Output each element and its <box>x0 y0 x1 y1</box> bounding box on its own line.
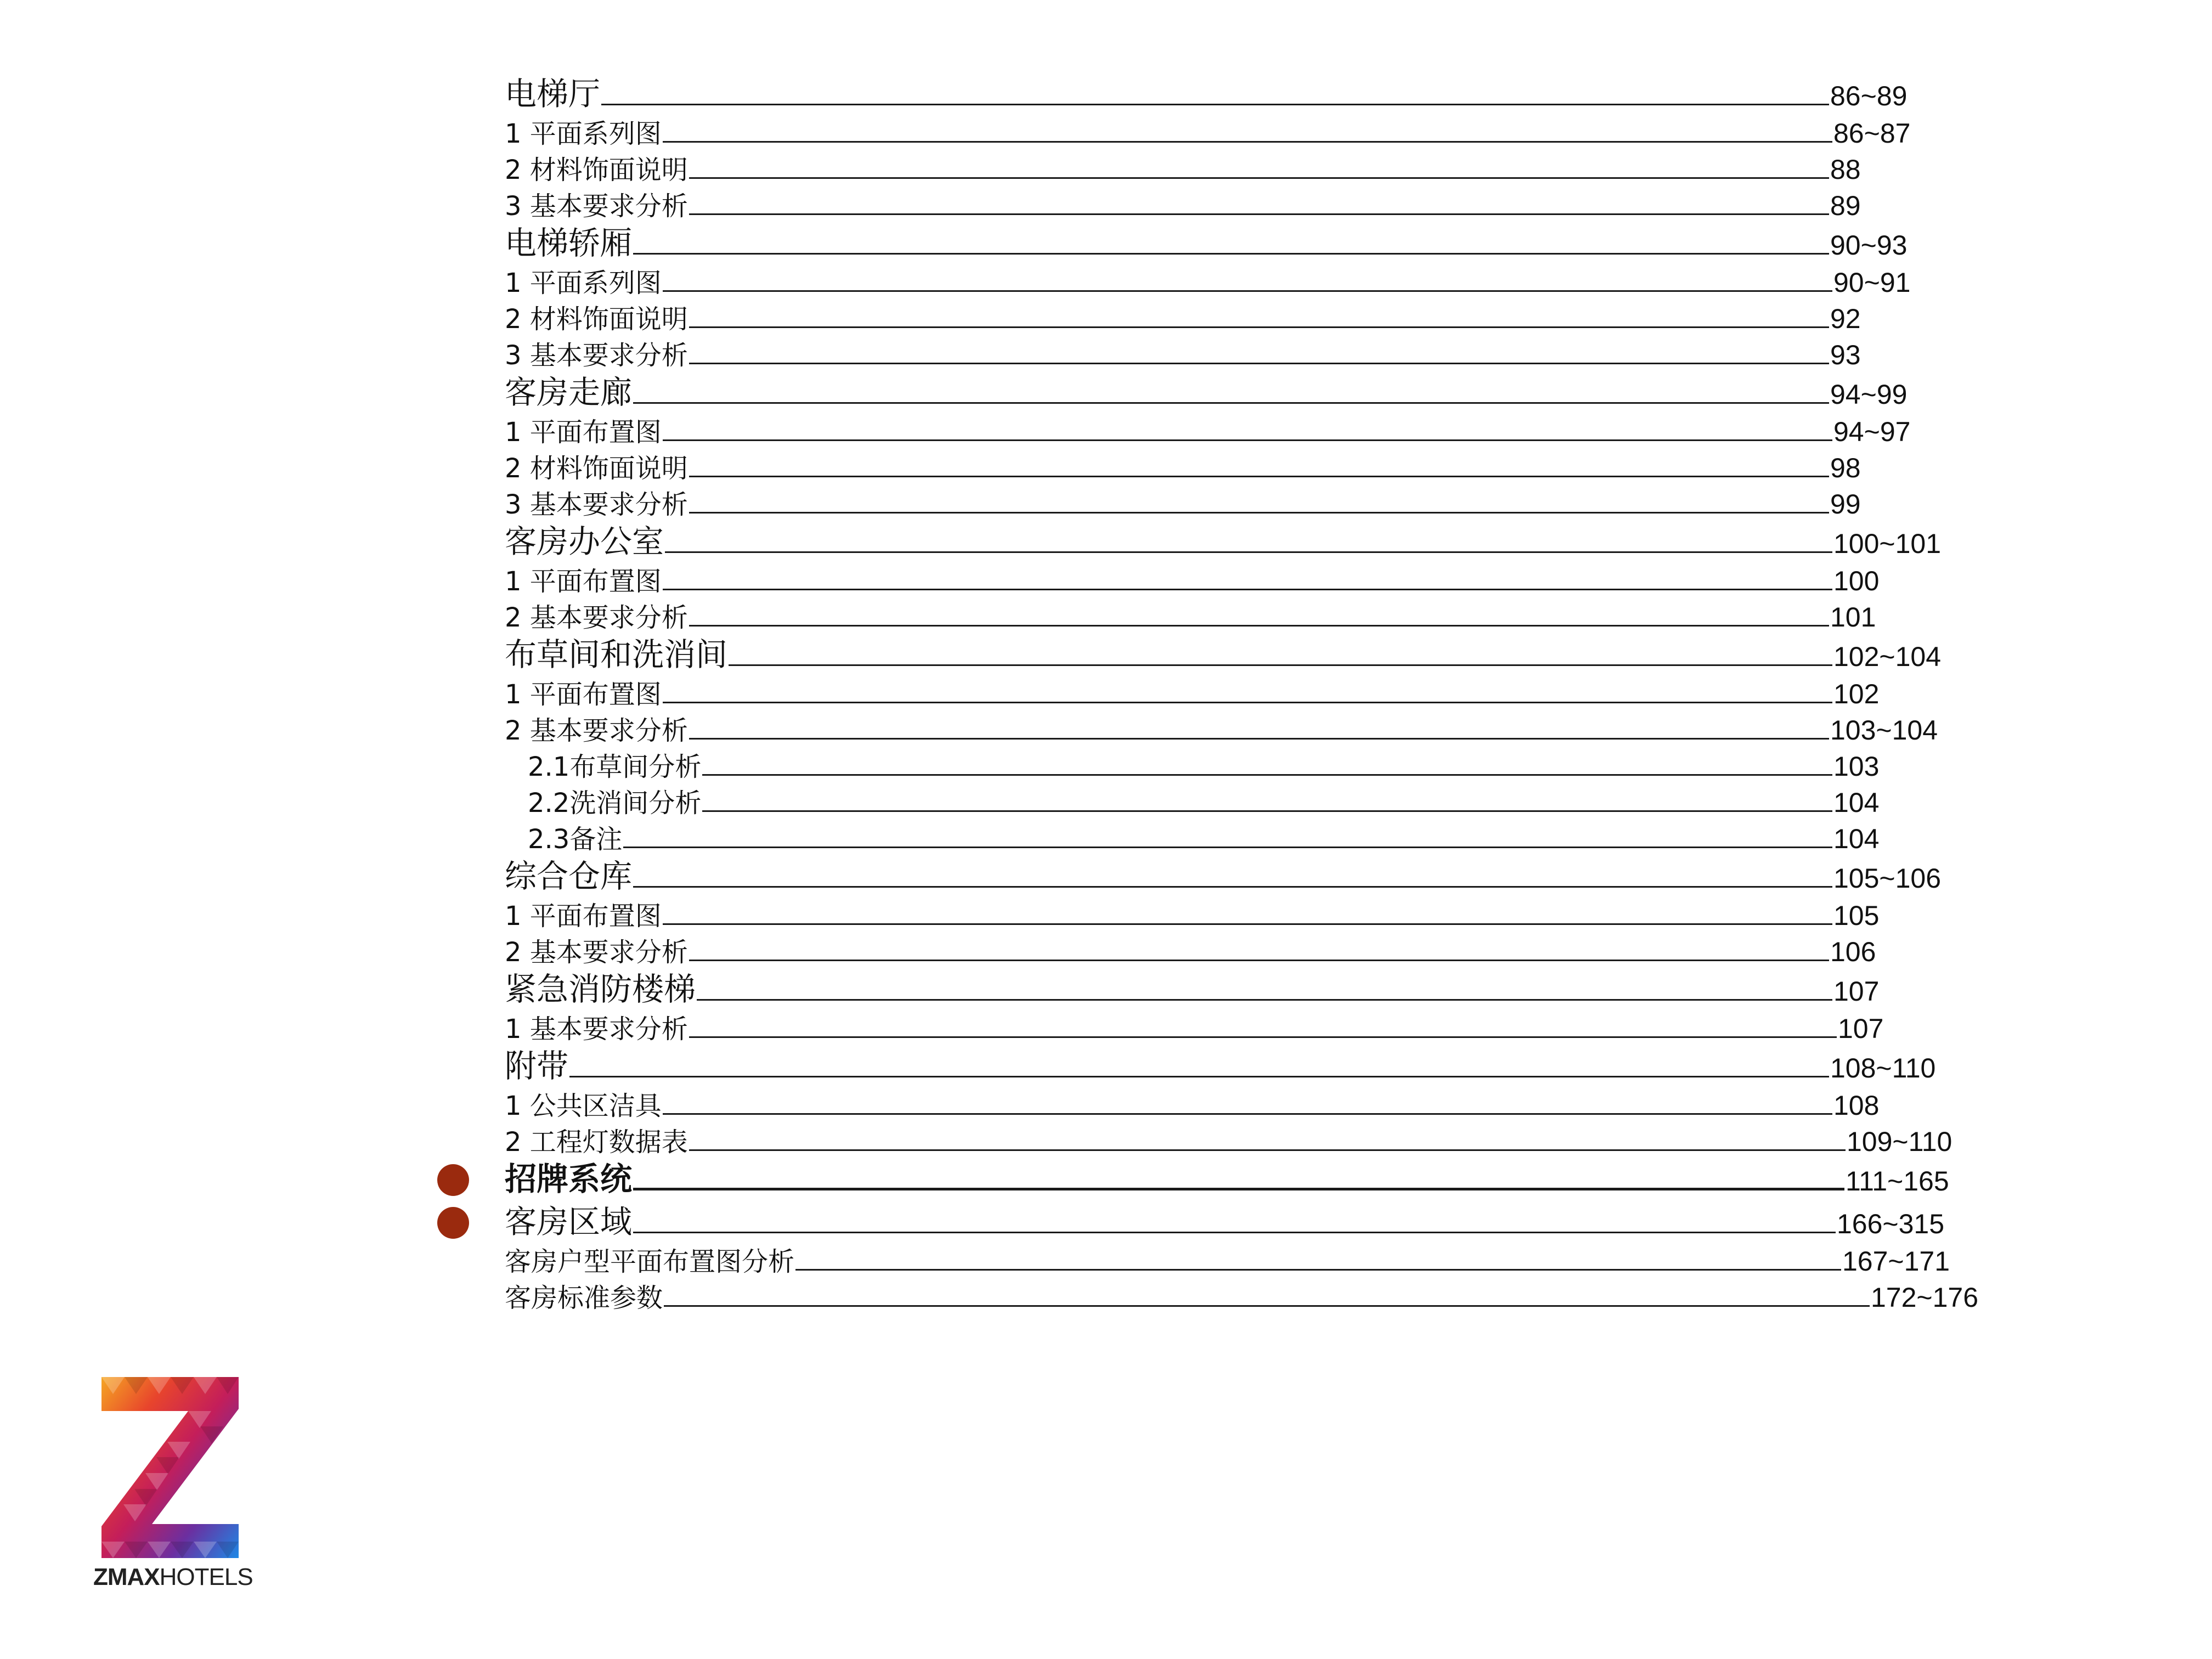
toc-entry-page: 88 <box>1830 154 1861 185</box>
toc-entry-label: 客房走廊 <box>505 374 633 411</box>
toc-leader-line <box>663 439 1832 441</box>
toc-entry[interactable] <box>505 336 2030 371</box>
toc-entry-label: 1 平面布置图 <box>505 566 662 597</box>
toc-entry-label: 1 平面系列图 <box>505 268 662 298</box>
toc-leader-line <box>689 625 1829 627</box>
toc-entry[interactable] <box>505 1122 2030 1158</box>
toc-entry-label: 3 基本要求分析 <box>505 191 688 222</box>
toc-entry-page: 104 <box>1833 823 1880 854</box>
toc-entry-label: 2 材料饰面说明 <box>505 155 688 185</box>
toc-leader-line <box>569 1076 1829 1077</box>
toc-entry[interactable] <box>505 1242 2030 1277</box>
toc-entry-label: 1 平面布置图 <box>505 901 662 932</box>
toc-entry-label: 布草间和洗消间 <box>505 636 728 673</box>
toc-entry-label: 招牌系统 <box>505 1160 633 1198</box>
toc-entry-label: 电梯厅 <box>505 75 601 112</box>
toc-entry-label: 紧急消防楼梯 <box>505 970 696 1008</box>
toc-entry[interactable] <box>505 77 2030 112</box>
toc-entry[interactable] <box>505 896 2030 932</box>
toc-entry-page: 167~171 <box>1842 1246 1950 1277</box>
toc-entry-label: 客房区域 <box>505 1203 633 1240</box>
toc-leader-line <box>702 774 1832 776</box>
toc-entry-label: 2.3备注 <box>528 824 623 855</box>
toc-entry-page: 103 <box>1833 751 1880 782</box>
toc-entry[interactable] <box>505 226 2030 261</box>
toc-entry-label: 1 公共区洁具 <box>505 1091 662 1121</box>
toc-leader-line <box>623 847 1832 848</box>
toc-entry[interactable] <box>505 859 2030 894</box>
toc-entry-label: 附带 <box>505 1047 569 1085</box>
toc-leader-line <box>633 1188 1844 1190</box>
toc-leader-line <box>689 1149 1846 1151</box>
toc-entry-page: 108 <box>1833 1090 1880 1121</box>
toc-leader-line <box>689 960 1829 961</box>
toc-entry[interactable] <box>505 972 2030 1007</box>
toc-leader-line <box>601 104 1829 105</box>
toc-leader-line <box>633 402 1829 404</box>
toc-entry-label: 3 基本要求分析 <box>505 489 688 520</box>
toc-entry[interactable] <box>505 187 2030 222</box>
toc-entry-page: 100 <box>1833 566 1880 596</box>
toc-entry-page: 89 <box>1830 190 1861 221</box>
toc-leader-line <box>689 1036 1837 1038</box>
toc-leader-line <box>689 512 1829 514</box>
toc-entry-page: 98 <box>1830 453 1861 483</box>
toc-entry[interactable] <box>505 375 2030 410</box>
toc-entry-label: 1 平面布置图 <box>505 417 662 448</box>
toc-entry-page: 109~110 <box>1847 1126 1953 1157</box>
toc-entry[interactable] <box>528 783 2030 819</box>
toc-entry-page: 92 <box>1830 303 1861 334</box>
toc-entry[interactable] <box>505 637 2030 673</box>
toc-leader-line <box>633 1232 1836 1233</box>
toc-leader-line <box>663 290 1832 292</box>
brand-name: ZMAXHOTELS <box>93 1564 253 1590</box>
toc-entry-page: 100~101 <box>1833 528 1942 559</box>
toc-entry-page: 107 <box>1833 976 1880 1007</box>
toc-entry-label: 2 基本要求分析 <box>505 715 688 746</box>
toc-entry-page: 90~93 <box>1830 230 1908 261</box>
toc-entry-page: 102~104 <box>1833 641 1942 672</box>
toc-entry[interactable] <box>505 263 2030 298</box>
toc-entry-page: 108~110 <box>1830 1053 1936 1084</box>
toc-leader-line <box>689 326 1829 328</box>
toc-entry-label: 2 材料饰面说明 <box>505 453 688 484</box>
toc-entry-page: 172~176 <box>1871 1282 1979 1313</box>
toc-leader-line <box>689 213 1829 215</box>
toc-leader-line <box>702 810 1832 812</box>
toc-leader-line <box>689 738 1829 740</box>
toc-leader-line <box>663 141 1832 143</box>
toc-leader-line <box>689 177 1829 179</box>
toc-leader-line <box>689 476 1829 477</box>
toc-leader-line <box>663 923 1832 925</box>
toc-entry-label: 客房户型平面布置图分析 <box>505 1246 795 1277</box>
toc-entry-page: 99 <box>1830 489 1861 520</box>
section-bullet <box>437 1207 469 1239</box>
toc-entry[interactable] <box>505 1162 2030 1197</box>
toc-entry-page: 101 <box>1830 602 1876 633</box>
toc-entry[interactable] <box>505 598 2030 633</box>
toc-entry-label: 1 平面系列图 <box>505 119 662 149</box>
z-triangle-mosaic-icon <box>101 1377 239 1558</box>
toc-entry[interactable] <box>505 449 2030 484</box>
toc-leader-line <box>663 702 1832 703</box>
toc-leader-line <box>689 363 1829 364</box>
toc-entry-label: 2 材料饰面说明 <box>505 304 688 335</box>
toc-entry[interactable] <box>505 675 2030 710</box>
toc-entry-label: 1 平面布置图 <box>505 679 662 710</box>
toc-entry-label: 2.2洗消间分析 <box>528 788 702 819</box>
toc-entry-page: 106 <box>1830 936 1876 967</box>
toc-entry-page: 90~91 <box>1833 267 1911 298</box>
toc-entry[interactable] <box>505 711 2030 746</box>
toc-leader-line <box>633 253 1829 255</box>
toc-entry-label: 客房标准参数 <box>505 1283 663 1313</box>
toc-leader-line <box>664 1305 1870 1307</box>
toc-entry[interactable] <box>505 1009 2030 1045</box>
toc-entry-page: 93 <box>1830 340 1861 370</box>
toc-entry-page: 107 <box>1838 1013 1884 1044</box>
toc-leader-line <box>795 1269 1841 1271</box>
toc-entry-label: 2.1布草间分析 <box>528 752 702 782</box>
toc-entry[interactable] <box>505 114 2030 149</box>
toc-entry-page: 111~165 <box>1846 1166 1949 1197</box>
toc-entry[interactable] <box>505 1205 2030 1240</box>
toc-entry-page: 105~106 <box>1833 863 1942 894</box>
toc-entry-page: 94~99 <box>1830 379 1908 410</box>
toc-entry[interactable] <box>505 150 2030 185</box>
section-bullet <box>437 1164 469 1196</box>
zmax-hotels-logo <box>93 1377 252 1596</box>
toc-leader-line <box>665 551 1832 553</box>
toc-leader-line <box>663 589 1832 590</box>
toc-entry[interactable] <box>505 933 2030 968</box>
toc-entry-page: 94~97 <box>1833 416 1911 447</box>
toc-entry-page: 104 <box>1833 787 1880 818</box>
toc-entry-label: 2 工程灯数据表 <box>505 1127 688 1158</box>
toc-entry-label: 2 基本要求分析 <box>505 937 688 968</box>
toc-leader-line <box>697 999 1832 1001</box>
toc-entry-label: 综合仓库 <box>505 857 633 895</box>
toc-entry[interactable] <box>505 1278 2030 1313</box>
toc-entry[interactable] <box>505 1049 2030 1084</box>
toc-entry[interactable] <box>505 485 2030 520</box>
toc-leader-line <box>633 886 1832 888</box>
toc-entry-page: 105 <box>1833 900 1880 931</box>
toc-entry-label: 3 基本要求分析 <box>505 340 688 371</box>
toc-entry-page: 86~89 <box>1830 81 1908 111</box>
toc-entry-label: 1 基本要求分析 <box>505 1014 688 1045</box>
toc-entry-page: 86~87 <box>1833 118 1911 149</box>
toc-entry[interactable] <box>505 524 2030 560</box>
toc-leader-line <box>729 664 1832 666</box>
toc-entry-label: 电梯轿厢 <box>505 224 633 262</box>
toc-entry[interactable] <box>505 300 2030 335</box>
toc-entry-page: 166~315 <box>1837 1209 1945 1239</box>
toc-entry-label: 客房办公室 <box>505 523 664 560</box>
toc-entry[interactable] <box>505 562 2030 597</box>
toc-entry-page: 102 <box>1833 679 1880 709</box>
toc-entry[interactable] <box>505 413 2030 448</box>
toc-entry-page: 103~104 <box>1830 715 1938 746</box>
toc-entry[interactable] <box>505 1086 2030 1121</box>
toc-leader-line <box>663 1113 1832 1115</box>
toc-entry-label: 2 基本要求分析 <box>505 602 688 633</box>
toc-entry[interactable] <box>528 747 2030 782</box>
toc-entry[interactable] <box>528 820 2030 855</box>
